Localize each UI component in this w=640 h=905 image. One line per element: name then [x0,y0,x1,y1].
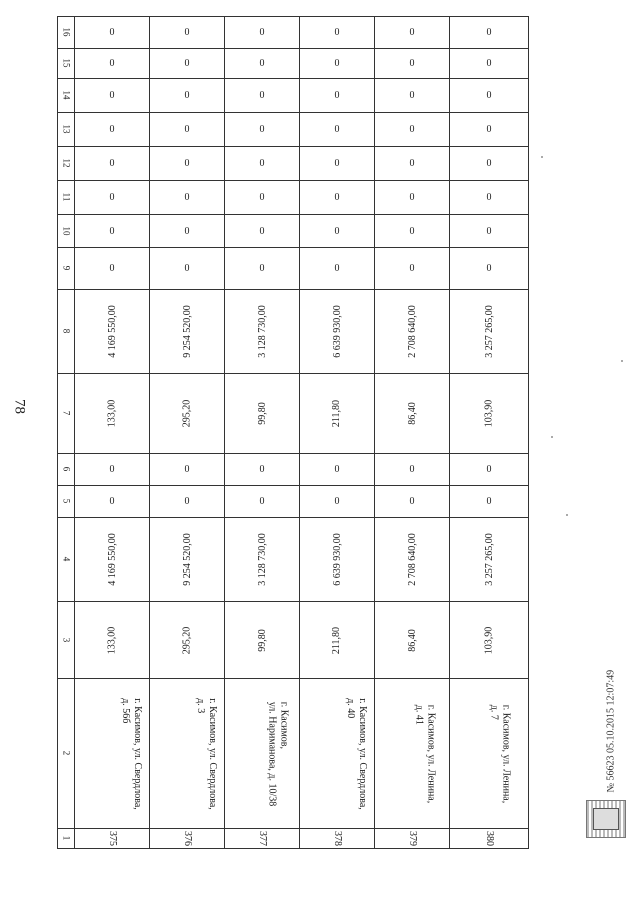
table-cell [375,518,450,602]
cell-value: 9 254 520,00 [181,305,193,358]
table-cell [75,374,150,454]
table-cell [300,147,375,181]
cell-value: 0 [334,225,340,237]
column-number: 11 [60,192,71,202]
table-cell [225,679,300,829]
record-number: 377 [256,831,268,846]
cell-value: 6 639 930,00 [331,305,343,358]
table-cell [150,49,225,79]
column-number-cell [58,248,75,290]
cell-value: 0 [109,496,115,507]
cell-value: 4 169 550,00 [106,533,118,586]
table-cell [375,215,450,248]
table-cell [450,79,529,113]
table-cell [450,679,529,829]
column-number-cell [58,374,75,454]
table-cell [375,679,450,829]
table-row [58,113,529,147]
table-cell [450,181,529,215]
cell-value: 0 [409,192,415,203]
table-cell [225,602,300,679]
cell-value: 0 [409,225,415,237]
scan-mark [621,360,623,362]
table-cell [150,486,225,518]
cell-value: 211,80 [331,399,343,428]
column-number: 6 [61,466,71,472]
table-cell [300,829,375,849]
table-cell [300,248,375,290]
table-cell [300,113,375,147]
table-cell [150,829,225,849]
table-cell [225,215,300,248]
cell-value: 0 [409,263,415,274]
address-line: д. 56б [119,697,131,723]
cell-value: 0 [486,58,492,69]
cell-value: 0 [409,27,415,38]
cell-value: 0 [486,263,492,274]
cell-value: 0 [486,192,492,203]
table-cell [150,374,225,454]
table-cell [300,79,375,113]
page-number: 78 [11,399,28,414]
table-row [58,248,529,290]
cell-value: 0 [184,496,190,507]
cell-value: 0 [259,124,265,135]
table-cell [450,290,529,374]
table-cell [450,486,529,518]
table-cell [75,113,150,147]
cell-value: 0 [184,90,190,101]
table-cell [75,79,150,113]
cell-value: 0 [486,158,492,169]
cell-value: 4 169 550,00 [106,305,118,358]
cell-value: 0 [109,158,115,169]
table-cell [150,181,225,215]
column-number: 15 [61,58,71,68]
address-line: д. 3 [194,697,206,713]
table-cell [225,181,300,215]
cell-value: 0 [259,58,265,69]
scan-mark [551,436,553,438]
table-cell [300,374,375,454]
column-number: 16 [61,27,71,37]
cell-value: 0 [334,124,340,135]
column-number-cell [58,79,75,113]
table-cell [300,181,375,215]
cell-value: 0 [109,464,115,475]
table-cell [75,602,150,679]
cell-value: 0 [409,90,415,101]
address-line: г. Касимов, ул. Ленина, [500,704,512,803]
cell-value: 0 [486,124,492,135]
address [119,698,143,810]
column-number: 8 [61,328,71,334]
table-cell [375,454,450,486]
cell-value: 0 [409,124,415,135]
address [412,704,436,803]
table-cell [225,829,300,849]
column-number-cell [58,518,75,602]
cell-value: 2 708 640,00 [406,305,418,358]
table-cell [450,602,529,679]
cell-value: 0 [259,496,265,507]
cell-value: 0 [109,225,115,237]
cell-value: 3 128 730,00 [256,533,268,586]
table-cell [300,290,375,374]
cell-value: 0 [409,58,415,69]
cell-value: 0 [334,58,340,69]
column-number-cell [58,113,75,147]
address-line: г. Касимов, ул. Свердлова, [356,697,368,810]
column-number: 4 [61,556,71,562]
table-cell [225,290,300,374]
table-cell [375,17,450,49]
cell-value: 0 [109,263,115,274]
table-cell [450,215,529,248]
cell-value: 0 [486,464,492,475]
cell-value: 0 [259,464,265,475]
table-cell [150,518,225,602]
table-cell [75,486,150,518]
table-cell [150,113,225,147]
column-number-cell [58,486,75,518]
cell-value: 0 [109,192,115,203]
cell-value: 0 [184,158,190,169]
table-row [58,374,529,454]
table-cell [150,215,225,248]
table-cell [375,181,450,215]
table-row [58,17,529,49]
record-number: 375 [106,831,118,846]
table-cell [225,147,300,181]
table-cell [450,374,529,454]
table-cell [375,374,450,454]
column-number: 13 [61,124,71,134]
column-number-cell [58,17,75,49]
cell-value: 295,20 [181,626,193,654]
table-cell [75,147,150,181]
table-cell [75,181,150,215]
cell-value: 0 [109,58,115,69]
column-number: 3 [61,637,71,642]
table-row [58,49,529,79]
table-cell [450,829,529,849]
cell-value: 3 128 730,00 [256,305,268,358]
table-cell [150,248,225,290]
table-cell [75,454,150,486]
cell-value: 0 [109,90,115,101]
column-number-cell [58,290,75,374]
address-line: г. Касимов, ул. Свердлова, [131,697,143,810]
cell-value: 295,20 [181,399,193,428]
cell-value: 0 [184,58,190,69]
cell-value: 0 [334,27,340,38]
table-row [58,679,529,829]
cell-value: 103,90 [483,626,495,654]
table-cell [300,486,375,518]
table-cell [300,679,375,829]
cell-value: 103,90 [483,399,495,428]
cell-value: 0 [259,27,265,38]
cell-value: 99,80 [256,402,268,425]
table-cell [375,79,450,113]
cell-value: 0 [259,263,265,274]
table-cell [75,290,150,374]
column-number: 10 [61,226,71,235]
table-cell [450,147,529,181]
table-cell [75,248,150,290]
table-cell [75,49,150,79]
table-cell [150,17,225,49]
cell-value: 3 257 265,00 [483,305,495,358]
table-row [58,181,529,215]
cell-value: 0 [109,27,115,38]
table-body [58,17,529,849]
table-cell [375,113,450,147]
column-number-cell [58,829,75,849]
scan-mark [566,514,568,516]
table-row [58,215,529,248]
cell-value: 133,00 [106,626,118,654]
address-line: г. Касимов, ул. Свердлова, [206,697,218,810]
cell-value: 0 [334,192,340,203]
table-cell [450,518,529,602]
cell-value: 9 254 520,00 [181,533,193,586]
table-cell [225,248,300,290]
address-line: г. Касимов, [278,701,290,749]
table-cell [300,454,375,486]
table-cell [300,518,375,602]
cell-value: 3 257 265,00 [483,533,495,586]
table-cell [150,454,225,486]
column-number-cell [58,147,75,181]
column-number-cell [58,181,75,215]
address-line: г. Касимов, ул. Ленина, [425,704,437,803]
table-cell [150,679,225,829]
table-cell [225,17,300,49]
table-cell [75,215,150,248]
table-cell [375,147,450,181]
table-cell [150,79,225,113]
table-cell [225,486,300,518]
column-number: 12 [61,158,71,168]
table-row [58,147,529,181]
table-cell [225,454,300,486]
cell-value: 0 [184,124,190,135]
cell-value: 0 [486,225,492,237]
cell-value: 0 [409,496,415,507]
cell-value: 0 [109,124,115,135]
column-number: 14 [61,90,71,100]
address [194,698,218,810]
column-number-cell [58,49,75,79]
cell-value: 0 [486,27,492,38]
record-number: 378 [331,831,343,846]
table-cell [450,49,529,79]
table-cell [75,829,150,849]
table-cell [150,290,225,374]
table-row [58,602,529,679]
cell-value: 0 [334,496,340,507]
column-number: 7 [61,410,71,416]
table-cell [300,17,375,49]
column-number: 5 [61,498,71,504]
cell-value: 86,40 [406,402,418,425]
table-cell [375,290,450,374]
data-table [57,16,529,849]
table-cell [225,374,300,454]
address-line: ул. Нариманова, д. 10/38 [266,701,278,806]
cell-value: 0 [334,464,340,475]
table-cell [150,602,225,679]
cell-value: 0 [259,158,265,169]
table-cell [150,147,225,181]
cell-value: 0 [184,225,190,237]
address-line: д. 40 [344,697,356,718]
table-cell [225,113,300,147]
cell-value: 0 [486,90,492,101]
table-cell [75,679,150,829]
document-registration-stamp: № 56623 05.10.2015 12:07:49 [605,669,617,793]
cell-value: 133,00 [106,399,118,428]
official-stamp-icon [586,800,626,838]
table-cell [450,248,529,290]
cell-value: 0 [409,158,415,169]
column-number: 2 [61,750,71,756]
cell-value: 211,80 [331,626,343,654]
cell-value: 0 [184,27,190,38]
table-cell [300,49,375,79]
cell-value: 6 639 930,00 [331,533,343,586]
cell-value: 0 [334,90,340,101]
table-cell [75,518,150,602]
cell-value: 0 [259,225,265,237]
address [344,698,368,810]
table-cell [375,829,450,849]
record-number: 380 [483,831,495,846]
cell-value: 99,80 [256,628,268,652]
table-cell [75,17,150,49]
cell-value: 0 [184,192,190,203]
table-row [58,454,529,486]
column-number: 9 [61,265,71,271]
cell-value: 0 [259,192,265,203]
table-cell [375,602,450,679]
cell-value: 0 [334,158,340,169]
cell-value: 0 [409,464,415,475]
column-number-cell [58,454,75,486]
table-cell [225,79,300,113]
table-cell [450,17,529,49]
column-number-cell [58,602,75,679]
address-line: д. 41 [413,704,425,725]
table-cell [450,113,529,147]
table-row [58,290,529,374]
cell-value: 2 708 640,00 [406,533,418,586]
table-cell [300,215,375,248]
address [487,704,511,803]
record-number: 379 [406,831,418,846]
column-number-cell [58,679,75,829]
table-row [58,829,529,849]
scan-mark [541,156,543,158]
cell-value: 0 [334,263,340,274]
table-cell [375,49,450,79]
record-number: 376 [181,831,193,846]
table-cell [450,454,529,486]
cell-value: 0 [486,496,492,507]
table-cell [300,602,375,679]
table-row [58,486,529,518]
table-cell [375,486,450,518]
table-cell [375,248,450,290]
table-row [58,518,529,602]
cell-value: 0 [184,464,190,475]
address [265,701,289,806]
column-number: 1 [61,835,71,841]
cell-value: 86,40 [406,628,418,652]
column-number-cell [58,215,75,248]
address-line: д. 7 [488,704,500,720]
cell-value: 0 [259,90,265,101]
table-cell [225,49,300,79]
cell-value: 0 [184,263,190,274]
table-row [58,79,529,113]
table-cell [225,518,300,602]
